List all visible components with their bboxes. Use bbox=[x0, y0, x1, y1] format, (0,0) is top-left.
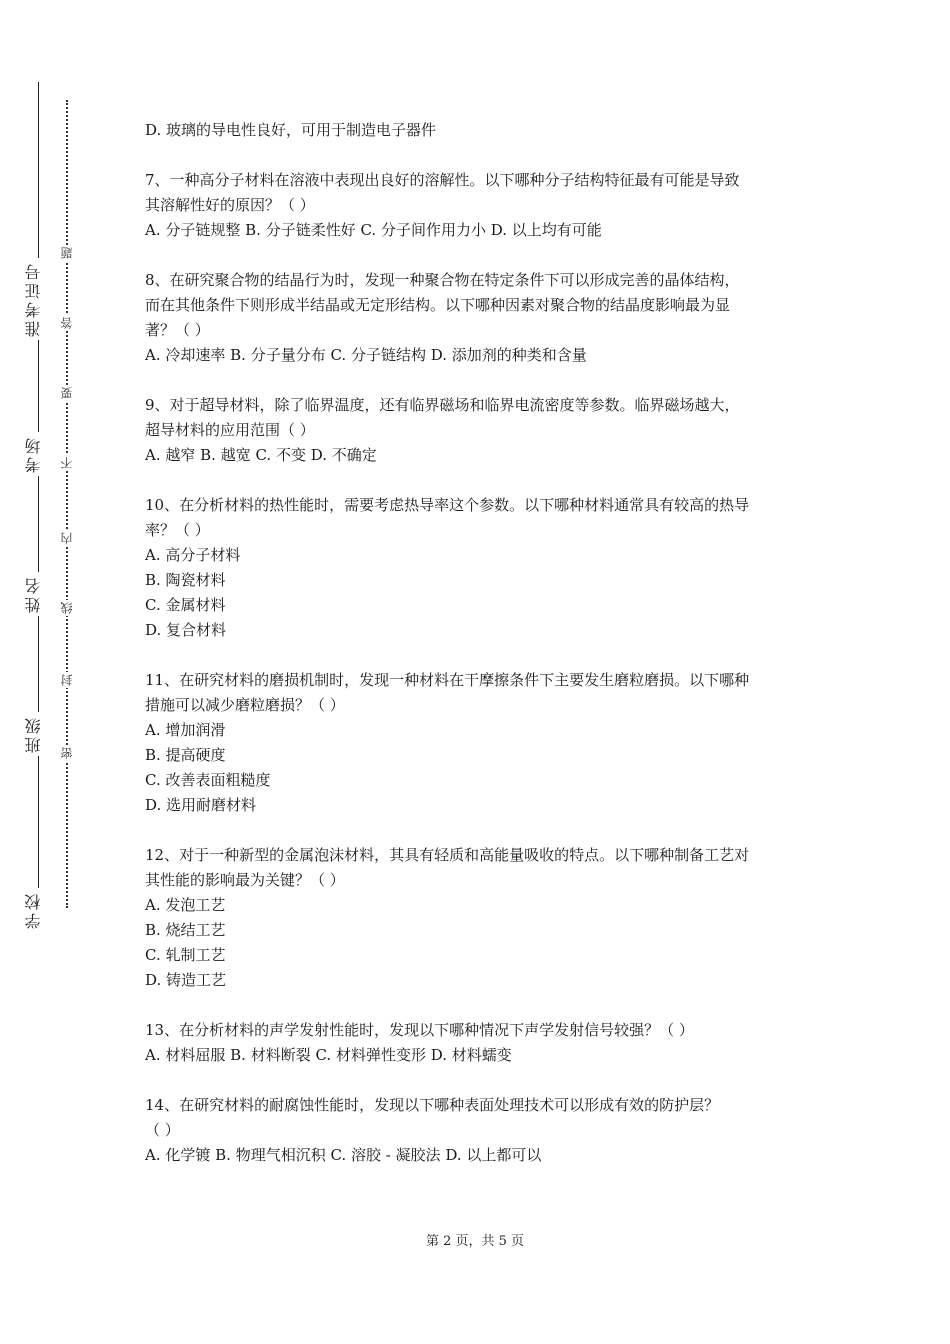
question-stem-line: （ ） bbox=[145, 1121, 180, 1139]
question-stem-line: 著？（ ） bbox=[145, 321, 210, 339]
binding-margin bbox=[0, 0, 130, 1344]
previous-question-tail bbox=[145, 118, 810, 143]
option-a: A. 增加润滑 bbox=[145, 721, 226, 739]
option-b: B. 烧结工艺 bbox=[145, 921, 226, 939]
option-line: A. 化学镀 B. 物理气相沉积 C. 溶胶 - 凝胶法 D. 以上都可以 bbox=[145, 1146, 542, 1164]
option-b: B. 陶瓷材料 bbox=[145, 571, 226, 589]
option-c: C. 改善表面粗糙度 bbox=[145, 771, 271, 789]
option-d: D. 铸造工艺 bbox=[145, 971, 227, 989]
class-label: 班级 bbox=[22, 712, 54, 756]
option-d: D. 复合材料 bbox=[145, 621, 227, 639]
question-stem-line: 其性能的影响最为关键？（ ） bbox=[145, 871, 345, 889]
student-name-label: 姓名 bbox=[22, 572, 54, 616]
seal-char: 线 bbox=[60, 602, 74, 614]
question-stem-line: 超导材料的应用范围（ ） bbox=[145, 421, 315, 439]
seal-char: 封 bbox=[60, 674, 74, 686]
question-11 bbox=[145, 668, 810, 818]
seal-dotted-line bbox=[66, 100, 68, 908]
option-line: A. 越窄 B. 越宽 C. 不变 D. 不确定 bbox=[145, 446, 377, 464]
question-stem-line: 7、一种高分子材料在溶液中表现出良好的溶解性。以下哪种分子结构特征最有可能是导致 bbox=[145, 171, 740, 189]
question-stem-line: 12、对于一种新型的金属泡沫材料，其具有轻质和高能量吸收的特点。以下哪种制备工艺对 bbox=[145, 846, 750, 864]
option-c: C. 轧制工艺 bbox=[145, 946, 226, 964]
question-7 bbox=[145, 168, 810, 243]
question-8 bbox=[145, 268, 810, 368]
option-line: D. 玻璃的导电性良好，可用于制造电子器件 bbox=[145, 121, 437, 139]
seal-char: 密 bbox=[60, 747, 74, 759]
question-stem-line: 11、在研究材料的磨损机制时，发现一种材料在干摩擦条件下主要发生磨粒磨损。以下哪种 bbox=[145, 671, 750, 689]
seal-char: 答 bbox=[60, 317, 74, 329]
exam-id-label: 准考证号 bbox=[22, 258, 54, 340]
option-d: D. 选用耐磨材料 bbox=[145, 796, 257, 814]
option-c: C. 金属材料 bbox=[145, 596, 226, 614]
option-b: B. 提高硬度 bbox=[145, 746, 226, 764]
question-stem-line: 8、在研究聚合物的结晶行为时，发现一种聚合物在特定条件下可以形成完善的晶体结构， bbox=[145, 271, 740, 289]
option-line: A. 分子链规整 B. 分子链柔性好 C. 分子间作用力小 D. 以上均有可能 bbox=[145, 221, 602, 239]
question-list bbox=[145, 118, 810, 1193]
school-label: 学校 bbox=[22, 888, 54, 932]
question-stem-line: 而在其他条件下则形成半结晶或无定形结构。以下哪种因素对聚合物的结晶度影响最为显 bbox=[145, 296, 731, 314]
seal-char: 不 bbox=[60, 457, 74, 469]
page-footer: 第 2 页，共 5 页 bbox=[425, 1234, 525, 1249]
option-a: A. 发泡工艺 bbox=[145, 896, 226, 914]
option-line: A. 材料屈服 B. 材料断裂 C. 材料弹性变形 D. 材料蠕变 bbox=[145, 1046, 512, 1064]
seal-char: 题 bbox=[60, 247, 74, 259]
binding-solid-line bbox=[38, 82, 39, 922]
question-13 bbox=[145, 1018, 810, 1068]
exam-room-label: 考场 bbox=[22, 432, 54, 476]
question-stem-line: 14、在研究材料的耐腐蚀性能时，发现以下哪种表面处理技术可以形成有效的防护层？ bbox=[145, 1096, 720, 1114]
option-line: A. 冷却速率 B. 分子量分布 C. 分子链结构 D. 添加剂的种类和含量 bbox=[145, 346, 587, 364]
question-stem-line: 措施可以减少磨粒磨损？（ ） bbox=[145, 696, 345, 714]
question-stem-line: 其溶解性好的原因？（ ） bbox=[145, 196, 315, 214]
question-stem-line: 13、在分析材料的声学发射性能时，发现以下哪种情况下声学发射信号较强？（ ） bbox=[145, 1021, 694, 1039]
question-10 bbox=[145, 493, 810, 643]
question-stem-line: 10、在分析材料的热性能时，需要考虑热导率这个参数。以下哪种材料通常具有较高的热导 bbox=[145, 496, 750, 514]
question-14 bbox=[145, 1093, 810, 1168]
question-stem-line: 率？（ ） bbox=[145, 521, 210, 539]
question-12 bbox=[145, 843, 810, 993]
question-stem-line: 9、对于超导材料，除了临界温度，还有临界磁场和临界电流密度等参数。临界磁场越大， bbox=[145, 396, 740, 414]
option-a: A. 高分子材料 bbox=[145, 546, 241, 564]
seal-char: 内 bbox=[60, 532, 74, 544]
question-9 bbox=[145, 393, 810, 468]
seal-char: 要 bbox=[60, 387, 74, 399]
